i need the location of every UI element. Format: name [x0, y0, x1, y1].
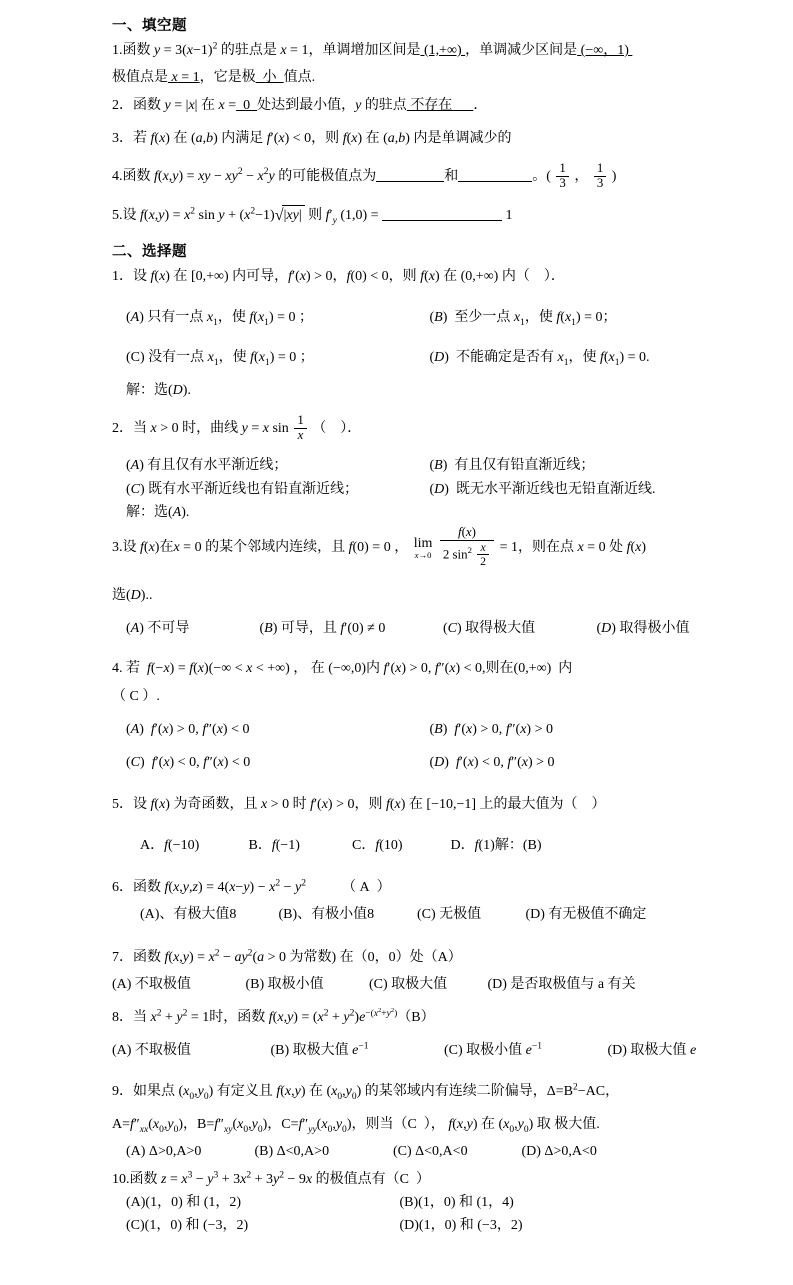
fill-question-4: 4.函数 f(x,y) = xy − $xy^2 - x^2y$ 的可能极值点为 和 。( $\frac{1}{3}$ ， $\frac{1}{3}$ ) — [112, 161, 617, 191]
section-heading-multiple-choice: 二、选择题 — [112, 244, 187, 261]
choice-question-9-options: (A) Δ>0,A>0 (B) Δ<0,A>0 (C) Δ<0,A<0 (D) Δ>0,A<0 — [126, 1144, 597, 1160]
choice-question-2-options-row-2: (C) 既有水平渐近线也有铅直渐近线； (D) 既无水平渐近线也无铅直渐近线. — [126, 481, 656, 497]
choice-question-4-stem: 4. 若 f(−x) = f(x)(−∞ < x < +∞) ， 在 (−∞,0)内 f′(x) > 0, f″(x) < 0,则在(0,+∞) 内 — [112, 661, 573, 677]
section-heading-fill-in: 一、填空题 — [112, 18, 187, 34]
choice-question-4-answer: （ C ）. — [112, 688, 160, 704]
choice-question-5-stem: 5．设 f(x) 为奇函数，且 x > 0 时 f′(x) > 0，则 f(x) 在 [−10,−1] 上的最大值为（ ） — [112, 797, 606, 813]
choice-question-3-stem: 3.设 f(x)在x = 0 的某个邻域内连续，且 f(0) = 0 ， lim x→0 f(x) 2 $\sin^2$ $\frac{x}{2}$ = 1，则在点 x = 0 处 f(x) — [112, 525, 647, 568]
choice-question-1-options-row-2: (C) 没有一点 $x_1$，使 $f(x_1) = 0$ ； (D) 不能确定是否有 $x_1$，使 $f(x_1) = 0$. — [126, 349, 650, 368]
choice-question-10-stem: 10.函数 $z = x^3 - y^3 + 3x^2 + 3y^2 - 9x$ 的极值点有（C ） — [112, 1170, 430, 1187]
fill-question-1-line-2: 极值点是 x = 1，它是极 小 值点. — [112, 70, 316, 86]
choice-question-1-options-row-1: (A) 只有一点 $x_1$，使 $f(x_1) = 0$ ； (B) 至少一点 $x_1$，使 $f(x_1) = 0$； — [126, 309, 617, 328]
choice-question-1-stem: 1．设 f(x) 在 [0,+∞) 内可导，f′(x) > 0，f(0) < 0，则 f(x) 在 (0,+∞) 内（ ）． — [112, 269, 565, 285]
document-body — [112, 14, 765, 1237]
choice-question-3-answer: 选(D).. — [112, 587, 153, 603]
choice-question-7-options: (A) 不取极值 (B) 取极小值 (C) 取极大值 (D) 是否取极值与 a 有关 — [112, 976, 636, 992]
choice-question-4-options-row-2: (C) f′(x) < 0, f″(x) < 0 (D) f′(x) < 0, f″(x) > 0 — [126, 755, 555, 771]
choice-question-2-options-row-1: (A) 有且仅有水平渐近线； (B) 有且仅有铅直渐近线； — [126, 458, 595, 474]
choice-question-4-options-row-1: (A) f′(x) > 0, f″(x) < 0 (B) f′(x) > 0, f″(x) > 0 — [126, 721, 553, 737]
fill-question-5: 5.设 $f(x,y) = x^2$ $\sin y + (x^2-1)√|xy|$ 则 $f'_y$ (1,0) = 1 — [112, 206, 513, 226]
choice-question-2-answer: 解：选(A). — [126, 504, 190, 520]
choice-question-9-stem-line-1: 9．如果点 $(x_0,y_0)$ 有定义且 f(x,y) 在 $(x_0,y_0)$ 的某邻域内有连续二阶偏导，$\Delta=B^2-AC$， — [112, 1082, 620, 1102]
choice-question-2-stem: 2．当 x > 0 时，曲线 y = x sin $\frac{1}{x}$ （ ）． — [112, 413, 362, 443]
fill-question-2: 2．函数 y = |x| 在 x = 0 处达到最小值，y 的驻点 不存在 ． — [112, 97, 488, 113]
choice-question-8-stem: 8．当 $x^2 + y^2 = 1$时，函数 $f(x,y) = (x^2 + y^2)e^{-(x^2+y^2)}(B)$ — [112, 1006, 435, 1026]
choice-question-6-options: (A)、有极大值8 (B)、有极小值8 (C) 无极值 (D) 有无极值不确定 — [140, 907, 647, 923]
choice-question-7-stem: 7．函数 $f(x,y) = x^2 - ay^2(a > 0$ 为常数) 在（0，0）处（A） — [112, 947, 462, 965]
choice-question-10-options-row-1: (A)(1，0) 和 (1，2) (B)(1，0) 和 (1，4) — [126, 1194, 514, 1210]
choice-question-5-options: A．f(−10) B．f(−1) C．f(10) D．f(1)解：(B) — [140, 837, 542, 853]
choice-question-1-answer: 解：选(D). — [126, 383, 191, 399]
choice-question-10-options-row-2: (C)(1，0) 和 (−3，2) (D)(1，0) 和 (−3，2) — [126, 1218, 523, 1234]
choice-question-8-options: (A) 不取极值 (B) 取极大值 $e^{-1}$ (C) 取极小值 $e^{-1}$ (D) 取极大值 e — [112, 1041, 697, 1059]
fill-question-3: 3．若 f(x) 在 (a,b) 内满足 f′(x) < 0，则 f(x) 在 (a,b) 内是单调减少的 — [112, 130, 512, 146]
choice-question-6-stem: 6．函数 $f(x,y,z) = 4(x-y) - x^2 - y^2$ （ A ） — [112, 878, 391, 895]
fill-question-1-line-1: 1.函数 $y = 3(x-1)^2$ 的驻点是 x = 1，单调增加区间是 (1,+∞) ，单调减少区间是 (−∞，1) — [112, 41, 633, 58]
choice-question-9-stem-line-2: $A=f''_{xx}(x_0,y_0)$，$B=f''_{xy}(x_0,y_0)$，$C=f''_{yy}(x_0,y_0)$，则当（C ）， f(x,y) 在 $(x_0,y_0)$ 取 极大值. — [112, 1117, 600, 1135]
choice-question-3-options: (A) 不可导 (B) 可导，且 f′(0) ≠ 0 (C) 取得极大值 (D) 取得极小值 — [126, 620, 690, 636]
